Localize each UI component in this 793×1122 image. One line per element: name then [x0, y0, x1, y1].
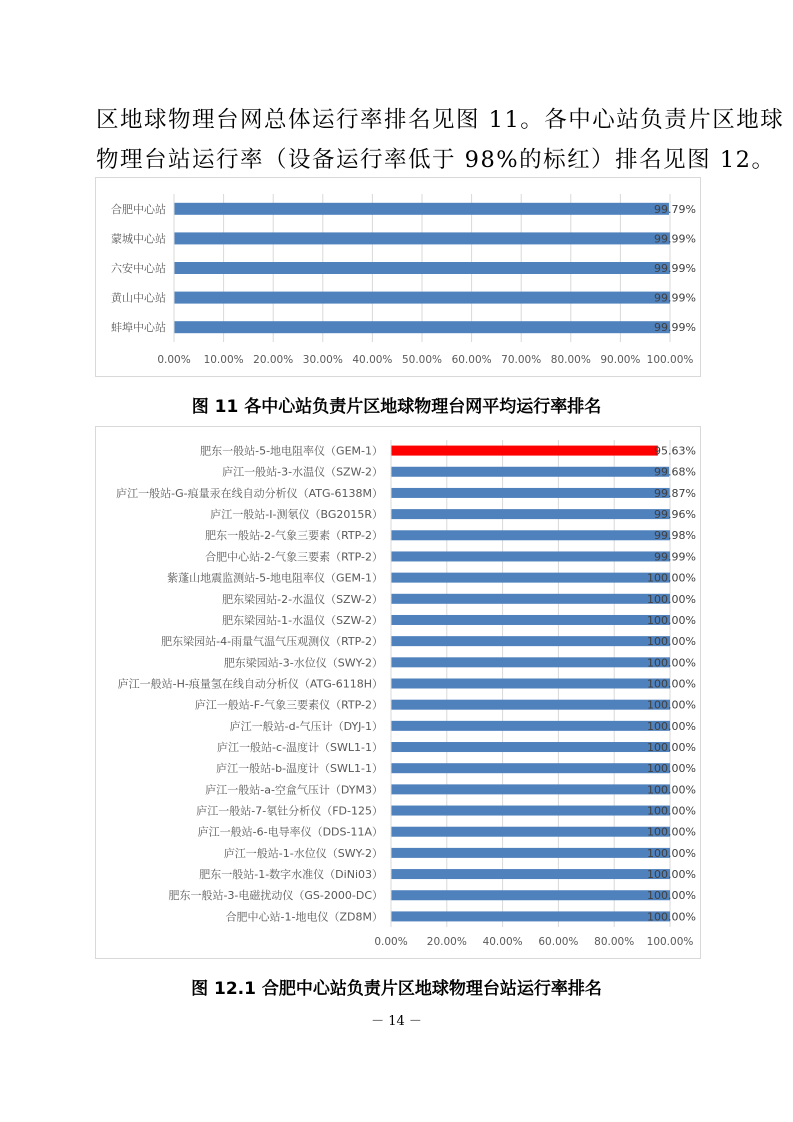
bar: [391, 615, 670, 625]
category-label: 庐江一般站-7-氡钍分析仪（FD-125）: [196, 804, 383, 818]
bar: [391, 594, 670, 604]
category-label: 六安中心站: [111, 261, 166, 275]
category-label: 蒙城中心站: [111, 232, 166, 246]
data-label: 99.99%: [654, 291, 696, 305]
x-tick-label: 40.00%: [352, 354, 393, 366]
category-label: 合肥中心站-1-地电仪（ZD8M）: [225, 910, 383, 924]
x-tick-label: 100.00%: [646, 936, 694, 948]
x-tick-label: 0.00%: [374, 936, 408, 948]
bar: [391, 636, 670, 646]
category-label: 肥东梁园站-4-雨量气温气压观测仪（RTP-2）: [161, 635, 383, 649]
data-label: 100.00%: [647, 825, 696, 839]
x-tick-label: 30.00%: [302, 354, 343, 366]
bar: [391, 806, 670, 816]
category-label: 蚌埠中心站: [111, 321, 166, 335]
x-tick-label: 20.00%: [253, 354, 294, 366]
bar: [391, 446, 658, 456]
category-label: 肥东一般站-3-电磁扰动仪（GS-2000-DC）: [168, 889, 383, 903]
bar: [391, 551, 670, 561]
x-tick-label: 80.00%: [594, 936, 635, 948]
data-label: 100.00%: [647, 592, 696, 606]
bar: [174, 292, 670, 304]
bar: [174, 321, 670, 333]
bar: [391, 530, 670, 540]
data-label: 100.00%: [647, 868, 696, 882]
x-tick-label: 70.00%: [501, 354, 542, 366]
data-label: 95.63%: [654, 444, 696, 458]
data-label: 100.00%: [647, 846, 696, 860]
category-label: 合肥中心站: [111, 202, 166, 216]
bar: [391, 679, 670, 689]
bar: [391, 827, 670, 837]
category-label: 肥东一般站-2-气象三要素（RTP-2）: [205, 529, 383, 543]
bar: [391, 700, 670, 710]
data-label: 100.00%: [647, 762, 696, 776]
bar: [391, 721, 670, 731]
bar: [391, 869, 670, 879]
data-label: 99.99%: [654, 550, 696, 564]
data-label: 100.00%: [647, 804, 696, 818]
bar: [391, 784, 670, 794]
data-label: 100.00%: [647, 635, 696, 649]
data-label: 99.99%: [654, 261, 696, 275]
bar: [391, 509, 670, 519]
bar: [391, 488, 670, 498]
category-label: 肥东梁园站-3-水位仪（SWY-2）: [223, 656, 383, 670]
data-label: 100.00%: [647, 719, 696, 733]
x-tick-label: 10.00%: [203, 354, 244, 366]
bar: [391, 573, 670, 583]
chart2-svg: [96, 427, 700, 958]
category-label: 庐江一般站-d-气压计（DYJ-1）: [229, 719, 383, 733]
category-label: 合肥中心站-2-气象三要素（RTP-2）: [205, 550, 383, 564]
category-label: 庐江一般站-F-气象三要素仪（RTP-2）: [194, 698, 383, 712]
x-tick-label: 20.00%: [426, 936, 467, 948]
x-tick-label: 90.00%: [600, 354, 641, 366]
category-label: 肥东梁园站-2-水温仪（SZW-2）: [222, 592, 383, 606]
x-tick-label: 40.00%: [482, 936, 523, 948]
data-label: 99.96%: [654, 508, 696, 522]
page-number: － 14 －: [371, 1014, 422, 1029]
body-paragraph-line-2: 物理台站运行率（设备运行率低于 98%的标红）排名见图 12。: [96, 147, 776, 173]
data-label: 100.00%: [647, 613, 696, 627]
data-label: 99.68%: [654, 465, 696, 479]
category-label: 庐江一般站-I-测氡仪（BG2015R）: [210, 508, 383, 522]
data-label: 99.99%: [654, 232, 696, 246]
data-label: 100.00%: [647, 740, 696, 754]
data-label: 100.00%: [647, 783, 696, 797]
chart-station-operation-rate: [95, 426, 701, 959]
x-tick-label: 60.00%: [451, 354, 492, 366]
x-tick-label: 0.00%: [157, 354, 191, 366]
x-tick-label: 100.00%: [646, 354, 694, 366]
data-label: 100.00%: [647, 910, 696, 924]
x-tick-label: 50.00%: [401, 354, 443, 366]
data-label: 99.79%: [654, 202, 696, 216]
category-label: 黄山中心站: [111, 291, 166, 305]
category-label: 肥东一般站-1-数字水准仪（DiNi03）: [199, 868, 383, 882]
bar: [391, 742, 670, 752]
data-label: 100.00%: [647, 698, 696, 712]
bar: [391, 848, 670, 858]
bar: [174, 262, 670, 274]
data-label: 100.00%: [647, 677, 696, 691]
figure-caption-11: 图 11 各中心站负责片区地球物理台网平均运行率排名: [191, 397, 602, 417]
data-label: 100.00%: [647, 571, 696, 585]
category-label: 庐江一般站-a-空盒气压计（DYM3）: [205, 783, 383, 797]
bar: [391, 467, 669, 477]
category-label: 庐江一般站-c-温度计（SWL1-1）: [217, 740, 383, 754]
category-label: 庐江一般站-6-电导率仪（DDS-11A）: [197, 825, 383, 839]
category-label: 庐江一般站-3-水温仪（SZW-2）: [222, 465, 383, 479]
bar: [174, 203, 669, 215]
figure-caption-12-1: 图 12.1 合肥中心站负责片区地球物理台站运行率排名: [191, 979, 602, 999]
category-label: 肥东一般站-5-地电阻率仪（GEM-1）: [200, 444, 383, 458]
x-tick-label: 80.00%: [550, 354, 591, 366]
data-label: 100.00%: [647, 889, 696, 903]
bar: [391, 763, 670, 773]
body-paragraph-line-1: 区地球物理台网总体运行率排名见图 11。各中心站负责片区地球: [96, 107, 785, 133]
category-label: 紫蓬山地震监测站-5-地电阻率仪（GEM-1）: [167, 571, 383, 585]
data-label: 100.00%: [647, 656, 696, 670]
data-label: 99.87%: [654, 486, 696, 500]
chart1-svg: [96, 178, 700, 376]
bar: [174, 232, 670, 244]
category-label: 庐江一般站-1-水位仪（SWY-2）: [223, 846, 383, 860]
category-label: 庐江一般站-G-痕量汞在线自动分析仪（ATG-6138M）: [116, 486, 383, 500]
bar: [391, 890, 670, 900]
x-tick-label: 60.00%: [538, 936, 579, 948]
chart-regional-network-operation-rate: [95, 177, 701, 377]
category-label: 庐江一般站-b-温度计（SWL1-1）: [216, 762, 383, 776]
category-label: 庐江一般站-H-痕量氢在线自动分析仪（ATG-6118H）: [117, 677, 383, 691]
bar: [391, 911, 670, 921]
data-label: 99.98%: [654, 529, 696, 543]
category-label: 肥东梁园站-1-水温仪（SZW-2）: [222, 613, 383, 627]
data-label: 99.99%: [654, 321, 696, 335]
bar: [391, 657, 670, 667]
